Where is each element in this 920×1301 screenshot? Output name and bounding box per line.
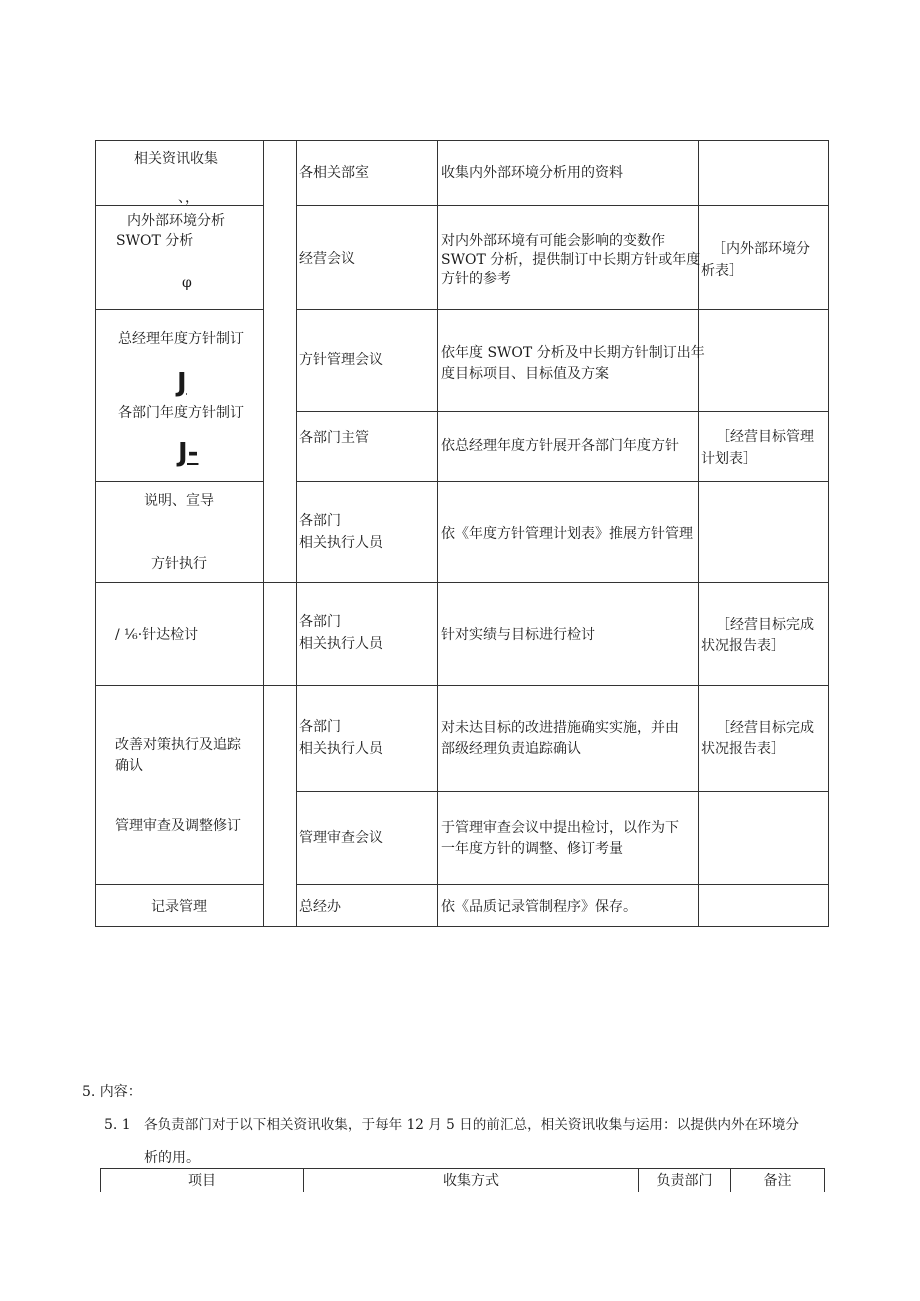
dept-cell: 相关执行人员 <box>299 535 383 551</box>
grid-line <box>828 140 829 927</box>
flow-step: / ¹⁄₆·针达检讨 <box>115 627 199 643</box>
column-header: 项目 <box>188 1173 216 1189</box>
form-cell: ［经营目标完成 <box>716 720 814 736</box>
grid-line <box>263 582 297 583</box>
grid-line <box>263 685 297 686</box>
column-header: 收集方式 <box>443 1173 499 1189</box>
flow-step: SWOT 分析 <box>116 233 194 249</box>
grid-line <box>95 926 829 927</box>
grid-line <box>824 1168 825 1192</box>
desc-cell: 方针的参考 <box>441 271 511 287</box>
flow-note: φ <box>182 275 192 291</box>
form-cell: 计划表］ <box>701 451 757 467</box>
flow-step: 方针执行 <box>151 556 207 572</box>
grid-line <box>95 582 264 583</box>
flow-arrow-mark: J- <box>178 438 199 468</box>
flow-arrow-mark: J <box>177 368 187 398</box>
grid-line <box>95 309 264 310</box>
desc-cell: 于管理审查会议中提出检讨，以作为下 <box>441 820 679 836</box>
form-cell: 状况报告表］ <box>701 638 785 654</box>
dept-cell: 相关执行人员 <box>299 636 383 652</box>
section-heading: 5. 内容： <box>82 1084 142 1100</box>
desc-cell: 依年度 SWOT 分析及中长期方针制订出年 <box>441 345 705 361</box>
form-cell: ［内外部环境分 <box>712 241 810 257</box>
flow-step: 内外部环境分析 <box>127 213 225 229</box>
dept-cell: 总经办 <box>299 899 341 915</box>
grid-line <box>296 582 829 583</box>
dept-cell: 各部门 <box>299 513 341 529</box>
flow-step: 记录管理 <box>151 899 207 915</box>
grid-line <box>296 884 829 885</box>
dept-cell: 各相关部室 <box>299 165 369 181</box>
desc-cell: 依《品质记录管制程序》保存。 <box>441 899 637 915</box>
flow-step: 说明、宣导 <box>144 493 214 509</box>
grid-line <box>296 685 829 686</box>
desc-cell: SWOT 分析，提供制订中长期方针或年度 <box>441 252 701 268</box>
dept-cell: 管理审查会议 <box>299 830 383 846</box>
dept-cell: 各部门 <box>299 614 341 630</box>
grid-line <box>296 309 829 310</box>
form-cell: 状况报告表］ <box>701 741 785 757</box>
grid-line <box>95 481 264 482</box>
flow-step: 改善对策执行及追踪 <box>115 737 241 753</box>
grid-line <box>95 140 96 927</box>
flow-step: 确认 <box>115 758 143 774</box>
flow-step: 管理审查及调整修订 <box>115 818 241 834</box>
desc-cell: 一年度方针的调整、修订考量 <box>441 841 623 857</box>
desc-cell: 针对实绩与目标进行检讨 <box>441 627 595 643</box>
desc-cell: 收集内外部环境分析用的资料 <box>441 165 623 181</box>
dept-cell: 相关执行人员 <box>299 741 383 757</box>
desc-cell: 依总经理年度方针展开各部门年度方针 <box>441 438 679 454</box>
column-header: 备注 <box>763 1173 792 1189</box>
grid-line <box>95 140 829 141</box>
grid-line <box>95 884 264 885</box>
dept-cell: 经营会议 <box>299 251 355 267</box>
form-cell: ［经营目标管理 <box>716 429 814 445</box>
section-item-number: 5. 1 <box>104 1117 131 1133</box>
grid-line <box>95 685 264 686</box>
grid-line <box>296 411 829 412</box>
grid-line <box>263 140 264 927</box>
dept-cell: 方针管理会议 <box>299 352 383 368</box>
form-cell: 析表］ <box>701 263 743 279</box>
grid-line <box>296 205 829 206</box>
grid-line <box>296 791 829 792</box>
flow-note: 、， <box>178 190 199 206</box>
section-item-text: 各负责部门对于以下相关资讯收集，于每年 12 月 5 日的前汇总，相关资讯收集与运用：以提供内外在环境分 <box>144 1117 799 1133</box>
flow-step: 各部门年度方针制订 <box>118 405 244 421</box>
grid-line <box>100 1168 825 1169</box>
dept-cell: 各部门主管 <box>299 430 369 446</box>
grid-line <box>437 140 438 927</box>
form-cell: ［经营目标完成 <box>716 617 814 633</box>
column-header: 负责部门 <box>656 1173 713 1189</box>
desc-cell: 部级经理负责追踪确认 <box>441 741 581 757</box>
flow-step: 总经理年度方针制订 <box>118 331 244 347</box>
flow-step: 相关资讯收集 <box>134 151 218 167</box>
section-item-text-continued: 析的用。 <box>144 1150 200 1166</box>
grid-line <box>296 140 297 927</box>
dept-cell: 各部门 <box>299 719 341 735</box>
desc-cell: 对未达目标的改进措施确实实施，并由 <box>441 720 679 736</box>
desc-cell: 度目标项目、目标值及方案 <box>441 366 609 382</box>
desc-cell: 依《年度方针管理计划表》推展方针管理 <box>441 526 693 542</box>
grid-line <box>296 481 829 482</box>
desc-cell: 对内外部环境有可能会影响的变数作 <box>441 233 665 249</box>
